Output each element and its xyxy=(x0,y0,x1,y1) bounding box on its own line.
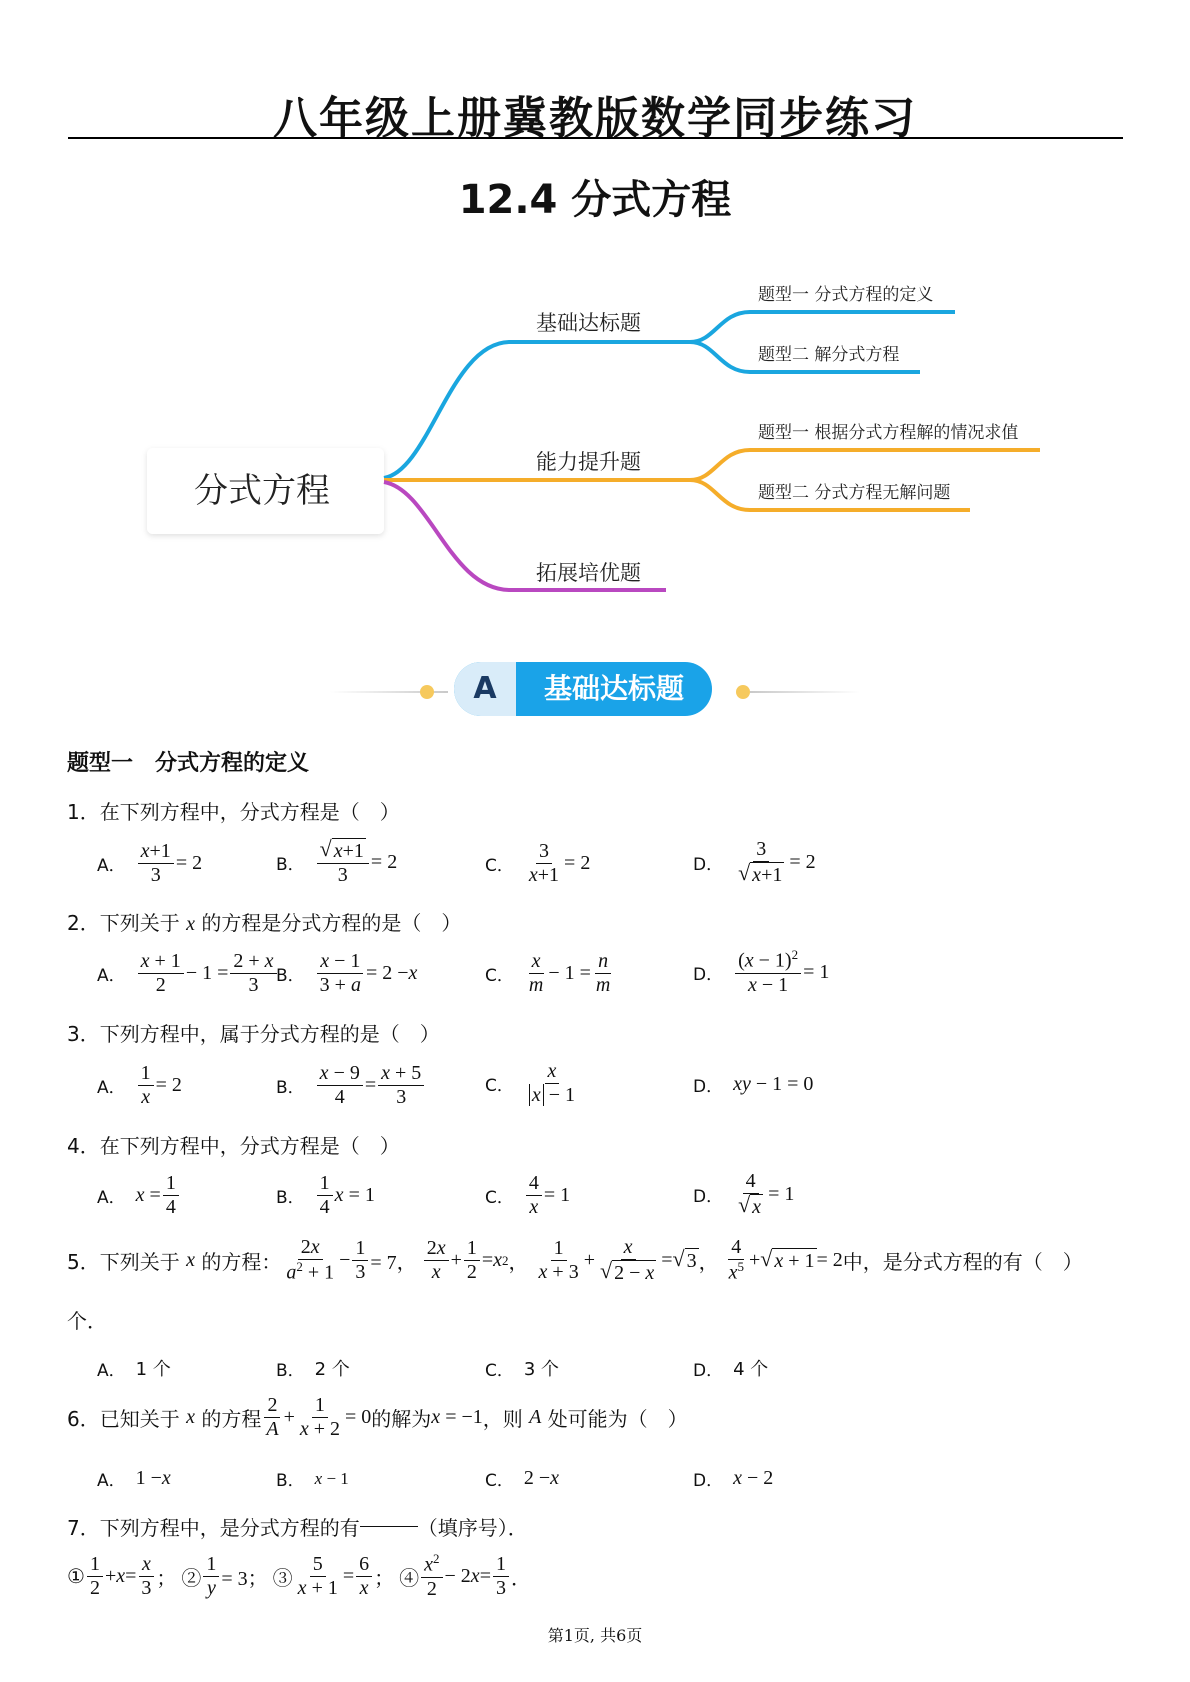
banner-letter: A xyxy=(454,662,516,716)
option-letter: C． xyxy=(485,966,514,986)
math-expression: $\frac{4}{x}$ = 1 xyxy=(524,1172,570,1219)
option-letter: C． xyxy=(485,1188,514,1208)
question-number: 4． xyxy=(67,1134,100,1158)
math-expression: 4 √ x = 1 xyxy=(738,1170,795,1218)
question-7-stem xyxy=(67,1512,528,1541)
section-a-banner xyxy=(300,658,860,724)
option-text: 4 个 xyxy=(733,1359,769,1380)
option-letter: D． xyxy=(693,1360,724,1381)
math-expression: 1 − x xyxy=(135,1467,171,1489)
option-text: 1 个 xyxy=(135,1359,171,1380)
q4-option-b[interactable] xyxy=(276,1172,375,1219)
option-letter: A． xyxy=(97,1360,126,1381)
variable: x xyxy=(186,913,195,935)
question-text: 处可能为（ ） xyxy=(547,1407,688,1431)
question-4-stem xyxy=(67,1130,400,1159)
q2-option-b[interactable] xyxy=(276,950,417,997)
variable: x xyxy=(186,1249,195,1271)
option-letter: C． xyxy=(485,1471,514,1491)
banner-dot-left xyxy=(420,685,434,699)
option-letter: D． xyxy=(693,1187,724,1207)
question-number: 7． xyxy=(67,1516,100,1540)
question-text: 在下列方程中，分式方程是（ ） xyxy=(99,800,400,824)
q5-option-d[interactable] xyxy=(693,1355,768,1381)
q4-option-c[interactable] xyxy=(485,1172,570,1219)
option-letter: D． xyxy=(693,855,724,875)
math-expression: 3 √ x+1 = 2 xyxy=(738,838,816,886)
q4-option-d[interactable] xyxy=(693,1170,794,1219)
question-text: （填序号）． xyxy=(417,1516,528,1540)
q1-option-b[interactable] xyxy=(276,838,397,887)
math-expression: $\frac{(x - 1)^2}{x - 1}$ = 1 xyxy=(733,948,829,997)
math-expression: $\frac{x + 1}{2}$ − 1 = $\frac{2 + x}{3}$ xyxy=(136,950,279,997)
question-5-stem-cont: 个． xyxy=(67,1309,107,1333)
q5-option-c[interactable] xyxy=(485,1355,559,1381)
question-number: 2． xyxy=(67,911,100,935)
answer-blank[interactable] xyxy=(360,1526,418,1527)
banner-line-right xyxy=(750,691,860,693)
banner-pill xyxy=(454,662,712,716)
math-expression: √ x+1 3 = 2 xyxy=(315,838,398,887)
option-letter: D． xyxy=(693,964,724,985)
question-text: 下列方程中，属于分式方程的是（ ） xyxy=(99,1022,440,1046)
question-text: 的方程： xyxy=(201,1250,282,1274)
question-5-stem xyxy=(67,1236,1083,1285)
mindmap-root: 分式方程 xyxy=(194,471,330,511)
page-footer: 第1页, 共6页 xyxy=(547,1626,643,1645)
math-expression: x − 2 xyxy=(733,1467,774,1489)
question-text: ，则 xyxy=(482,1407,523,1431)
q3-option-c[interactable] xyxy=(485,1060,580,1107)
question-number: 6． xyxy=(67,1407,100,1431)
q6-option-a[interactable] xyxy=(97,1466,171,1491)
option-letter: A． xyxy=(97,856,126,876)
question-6-stem xyxy=(67,1394,688,1441)
math-expression: ① $\frac{1}{2}$ + x = $\frac{x}{3}$ ； ② $\frac{1}{y}$ = 3； ③ $\frac{5}{x + 1}$ = $\frac{6}{x}$ ； ④ $\frac{x^2}{2}$ − 2 x = $\frac{1}{3}$ ． xyxy=(67,1551,531,1600)
q1-option-a[interactable] xyxy=(97,840,202,887)
q4-option-a[interactable] xyxy=(97,1172,181,1219)
variable: A xyxy=(529,1406,542,1428)
option-letter: A． xyxy=(97,1078,126,1098)
title-underline xyxy=(68,137,1123,139)
option-letter: D． xyxy=(693,1471,724,1491)
question-text: 的方程是分式方程的是（ ） xyxy=(201,911,462,935)
q3-option-b[interactable] xyxy=(276,1062,426,1109)
question-text: 在下列方程中，分式方程是（ ） xyxy=(99,1134,400,1158)
question-text: 已知关于 xyxy=(99,1407,180,1431)
mindmap-leaf: 题型二 分式方程无解问题 xyxy=(758,483,951,503)
option-letter: D． xyxy=(693,1077,724,1097)
math-expression: x = −1 xyxy=(431,1406,483,1428)
question-number: 3． xyxy=(67,1022,100,1046)
q6-option-c[interactable] xyxy=(485,1466,559,1491)
math-expression: 2 − x xyxy=(523,1467,560,1489)
q6-option-d[interactable] xyxy=(693,1466,773,1491)
math-expression: xy − 1 = 0 xyxy=(733,1073,814,1095)
option-letter: B． xyxy=(276,855,305,875)
question-text: 的方程 xyxy=(201,1407,262,1431)
mindmap-branch-basic: 基础达标题 xyxy=(536,311,641,335)
q1-option-c[interactable] xyxy=(485,840,590,887)
mindmap-leaf: 题型二 解分式方程 xyxy=(758,345,900,365)
variable: x xyxy=(186,1406,195,1428)
q3-option-a[interactable] xyxy=(97,1062,182,1109)
question-type-heading: 题型一 分式方程的定义 xyxy=(67,751,310,776)
math-expression: $\frac{x - 9}{4}$ = $\frac{x + 5}{3}$ xyxy=(315,1062,427,1109)
question-1-stem xyxy=(67,796,400,825)
math-expression: $\frac{x}{m}$ − 1 = $\frac{n}{m}$ xyxy=(528,950,611,996)
option-text: 2 个 xyxy=(314,1359,350,1380)
banner-dot-right xyxy=(736,685,750,699)
option-letter: C． xyxy=(485,856,514,876)
mindmap-branch-ability: 能力提升题 xyxy=(536,450,641,474)
mindmap-leaf-line xyxy=(690,450,1040,480)
math-expression: $\frac{2}{A}$ + $\frac{1}{x + 2}$ = 0 xyxy=(266,1394,372,1440)
math-expression: $\frac{x}{x - 1}$ xyxy=(524,1060,580,1107)
mindmap-leaf-line xyxy=(690,312,955,342)
mindmap xyxy=(0,260,1190,600)
option-letter: B． xyxy=(276,1360,305,1381)
math-expression: $\frac{x+1}{3}$ = 2 xyxy=(136,840,202,887)
question-text: 中，是分式方程的有（ ） xyxy=(842,1250,1083,1274)
option-letter: A． xyxy=(97,1188,126,1208)
q2-option-d[interactable] xyxy=(693,948,829,997)
q3-option-d[interactable] xyxy=(693,1072,813,1097)
q2-option-a[interactable] xyxy=(97,950,279,997)
option-letter: A． xyxy=(97,966,126,986)
q5-option-a[interactable] xyxy=(97,1355,171,1381)
option-letter: B． xyxy=(276,966,305,986)
option-letter: C． xyxy=(485,1076,514,1096)
question-2-stem xyxy=(67,907,461,936)
mindmap-leaf: 题型一 分式方程的定义 xyxy=(758,285,934,305)
math-expression: $\frac{1}{4}$ x = 1 xyxy=(315,1172,375,1219)
option-letter: B． xyxy=(276,1078,305,1098)
option-letter: C． xyxy=(485,1360,514,1381)
q6-option-b[interactable] xyxy=(276,1466,349,1491)
question-text: 的解为 xyxy=(371,1407,432,1431)
option-text: 3 个 xyxy=(523,1359,560,1380)
option-letter: A． xyxy=(97,1471,126,1491)
mindmap-branch-extension: 拓展培优题 xyxy=(536,561,641,585)
q5-option-b[interactable] xyxy=(276,1355,350,1381)
question-text: 下列关于 xyxy=(99,1250,180,1274)
q2-option-c[interactable] xyxy=(485,950,615,997)
math-expression: x − 1 xyxy=(314,1468,349,1488)
option-letter: B． xyxy=(276,1188,305,1208)
math-expression: x = $\frac{1}{4}$ xyxy=(136,1172,181,1219)
question-text: 下列方程中，是分式方程的有 xyxy=(99,1516,360,1540)
option-letter: B． xyxy=(276,1471,305,1491)
question-text: 下列关于 xyxy=(99,911,180,935)
question-number: 5． xyxy=(67,1250,100,1274)
q1-option-d[interactable] xyxy=(693,838,816,887)
question-7-items xyxy=(67,1552,531,1601)
mindmap-leaf: 题型一 根据分式方程解的情况求值 xyxy=(758,423,1019,443)
question-3-stem xyxy=(67,1018,440,1047)
section-title: 12.4 分式方程 xyxy=(458,177,732,223)
banner-text: 基础达标题 xyxy=(543,672,684,705)
question-number: 1． xyxy=(67,800,100,824)
math-expression: $\frac{2x}{a^2 + 1}$ − $\frac{1}{3}$ = 7， $\frac{2x}{x}$ + $\frac{1}{2}$ = x 2 ， $\frac{1}{x + 3}$ + x √ 2 − x = √ 3 ， $\frac{4}{x^5}$ + √ x + 1 = 2 xyxy=(286,1236,843,1284)
math-expression: $\frac{x - 1}{3 + a}$ = 2 − x xyxy=(315,950,418,997)
main-title: 八年级上册冀教版数学同步练习 xyxy=(273,93,917,144)
math-expression: $\frac{1}{x}$ = 2 xyxy=(136,1062,182,1109)
math-expression: $\frac{3}{x+1}$ = 2 xyxy=(528,840,591,886)
